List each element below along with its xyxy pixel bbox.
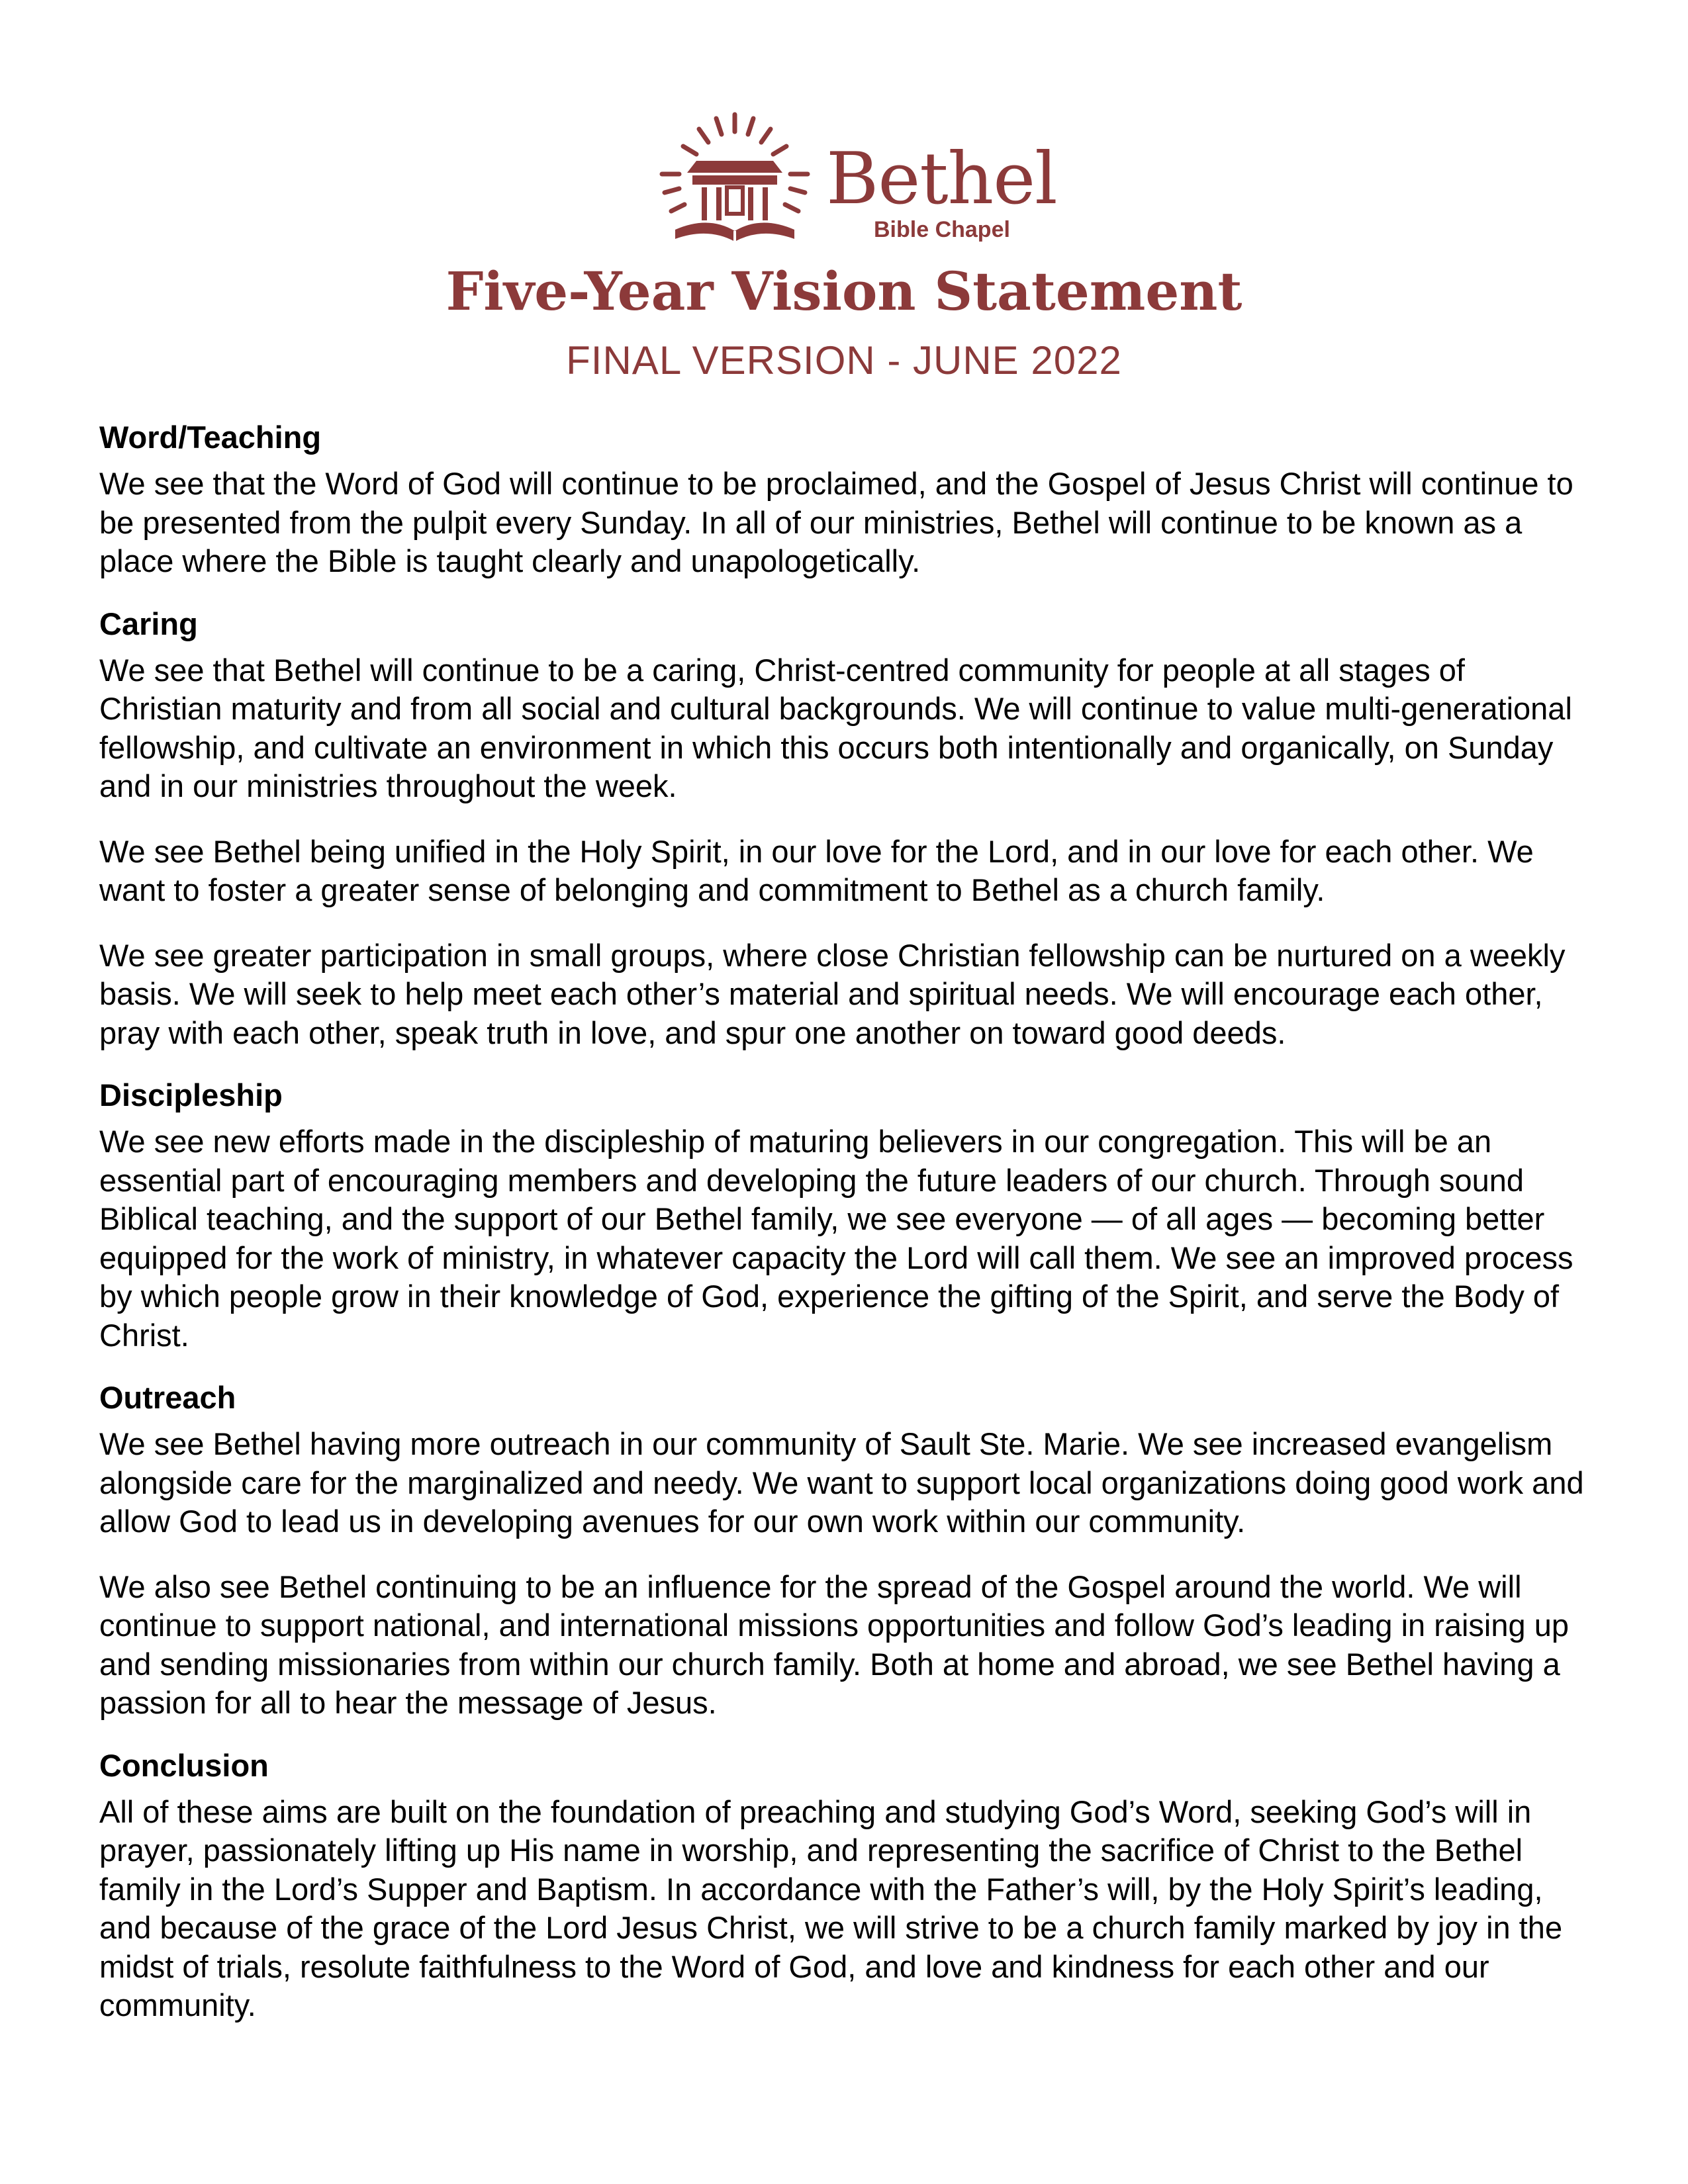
section-heading: Conclusion bbox=[99, 1747, 269, 1783]
section-conclusion bbox=[99, 1747, 1589, 2025]
church-building-icon bbox=[655, 109, 814, 251]
paragraph: We see that the Word of God will continue to be proclaimed, and the Gospel of Jesus Christ will continue to be presented from the pulpit every Sunday. In all of our ministries, Bethel will continue to be known as a place where the Bible is taught clearly and unapologetically. bbox=[99, 466, 1573, 578]
logo-subname: Bible Chapel bbox=[874, 217, 1010, 242]
section-caring bbox=[99, 605, 1589, 1053]
section-heading: Word/Teaching bbox=[99, 420, 322, 455]
document-subtitle: FINAL VERSION - JUNE 2022 bbox=[566, 338, 1122, 383]
paragraph: We see new efforts made in the discipleship of maturing believers in our congregation. This will be an essential part of encouraging members and developing the future leaders of our church. Through sound Biblical teaching, and the support of our Bethel family, we see everyone — of all ages — becoming better equipped for the work of ministry, in whatever capacity the Lord will call them. We see an improved process by which people grow in their knowledge of God, experience the gifting of the Spirit, and serve the Body of Christ. bbox=[99, 1124, 1573, 1353]
logo-name: Bethel bbox=[826, 138, 1057, 220]
paragraph: We see Bethel being unified in the Holy Spirit, in our love for the Lord, and in our love for each other. We want to foster a greater sense of belonging and commitment to Bethel as a church family. bbox=[99, 833, 1534, 907]
document-title: Five-Year Vision Statement bbox=[445, 260, 1243, 322]
document-body bbox=[99, 418, 1589, 2052]
paragraph: We see Bethel having more outreach in our community of Sault Ste. Marie. We see increased evangelism alongside care for the marginalized and needy. We want to support local organizations doing good work and allow God to lead us in developing avenues for our own work within our community. bbox=[99, 1426, 1584, 1539]
section-outreach bbox=[99, 1379, 1589, 1723]
paragraph: We also see Bethel continuing to be an influence for the spread of the Gospel around the world. We will continue to support national, and international missions opportunities and follow God’s leading in raising up and sending missionaries from within our church family. Both at home and abroad, we see Bethel having a passion for all to hear the message of Jesus. bbox=[99, 1569, 1569, 1720]
section-heading: Discipleship bbox=[99, 1077, 283, 1113]
section-word-teaching bbox=[99, 418, 1589, 581]
section-heading: Outreach bbox=[99, 1380, 236, 1415]
section-discipleship bbox=[99, 1076, 1589, 1355]
paragraph: We see greater participation in small groups, where close Christian fellowship can be nurtured on a weekly basis. We will seek to help meet each other’s material and spiritual needs. We will encourage each other, pray with each other, speak truth in love, and spur one another on toward good deeds. bbox=[99, 937, 1566, 1050]
paragraph: All of these aims are built on the foundation of preaching and studying God’s Word, seeking God’s will in prayer, passionately lifting up His name in worship, and representing the sacrifice of Christ to the Bethel family in the Lord’s Supper and Baptism. In accordance with the Father’s will, by the Holy Spirit’s leading, and because of the grace of the Lord Jesus Christ, we will strive to be a church family marked by joy in the midst of trials, resolute faithfulness to the Word of God, and love and kindness for each other and our community. bbox=[99, 1794, 1563, 2023]
section-heading: Caring bbox=[99, 606, 198, 641]
church-logo bbox=[655, 109, 1057, 251]
paragraph: We see that Bethel will continue to be a caring, Christ-centred community for people at all stages of Christian maturity and from all social and cultural backgrounds. We will continue to value multi-generational fellowship, and cultivate an environment in which this occurs both intentionally and organically, on Sunday and in our ministries throughout the week. bbox=[99, 652, 1572, 803]
